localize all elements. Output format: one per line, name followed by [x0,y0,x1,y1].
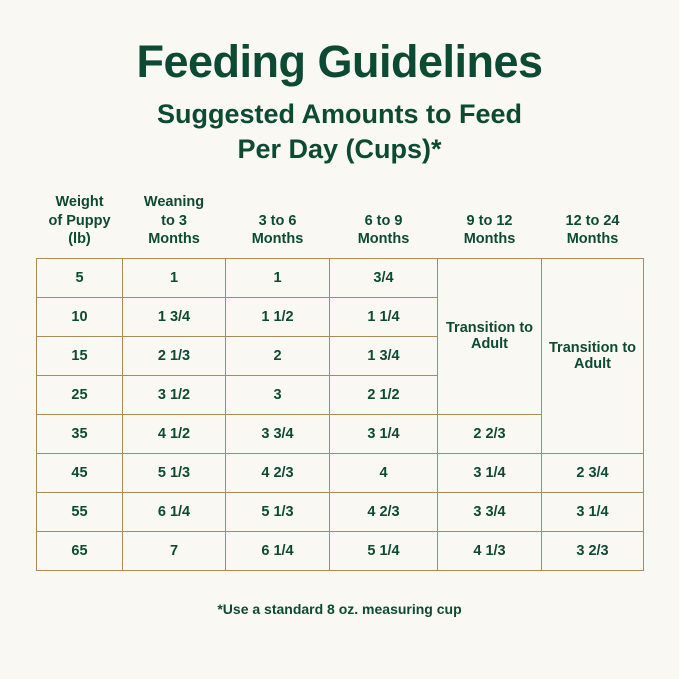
cell-6-to-9: 4 [330,453,438,492]
page-title: Feeding Guidelines [136,36,543,87]
cell-6-to-9: 2 1/2 [330,375,438,414]
column-header-9-to-12-months [438,193,542,258]
feeding-table-container [36,193,643,570]
cell-weight: 15 [37,336,123,375]
cell-weight: 5 [37,258,123,297]
cell-3-to-6: 3 3/4 [226,414,330,453]
cell-weaning-to-3: 7 [123,531,226,570]
column-header-12-24-line-2: Months [566,230,619,247]
table-row [37,453,644,492]
cell-9-to-12: 2 2/3 [438,414,542,453]
cell-9-to-12: 3 1/4 [438,453,542,492]
cell-6-to-9: 1 1/4 [330,297,438,336]
cell-12-to-24-transition: Transition to Adult [542,258,644,453]
cell-6-to-9: 3/4 [330,258,438,297]
column-header-weaning-to-3-months [123,193,226,258]
page-subtitle-line-2: Per Day (Cups)* [237,134,442,165]
cell-6-to-9: 3 1/4 [330,414,438,453]
column-header-weight-line-1: Weight [55,194,104,211]
cell-12-to-24: 3 2/3 [542,531,644,570]
cell-9-to-12: 3 3/4 [438,492,542,531]
column-header-3-to-6-months [226,193,330,258]
column-header-weaning-line-2: to 3 [161,212,187,229]
cell-weight: 65 [37,531,123,570]
cell-3-to-6: 6 1/4 [226,531,330,570]
table-row [37,531,644,570]
column-header-weight-line-2: of Puppy [48,212,111,229]
cell-weaning-to-3: 3 1/2 [123,375,226,414]
table-body [37,258,644,570]
table-header-row [37,193,644,258]
column-header-weight [37,193,123,258]
cell-weight: 10 [37,297,123,336]
cell-12-to-24: 2 3/4 [542,453,644,492]
cell-3-to-6: 3 [226,375,330,414]
cell-6-to-9: 4 2/3 [330,492,438,531]
cell-weight: 25 [37,375,123,414]
table-row [37,258,644,297]
cell-weight: 35 [37,414,123,453]
column-header-9-12-line-1: 9 to 12 [466,212,513,229]
cell-weaning-to-3: 6 1/4 [123,492,226,531]
cell-3-to-6: 4 2/3 [226,453,330,492]
column-header-6-to-9-months [330,193,438,258]
page-subtitle [157,97,522,167]
table-row [37,492,644,531]
column-header-weaning-line-3: Months [148,230,200,247]
cell-9-to-12: 4 1/3 [438,531,542,570]
column-header-weaning-line-1: Weaning [143,194,205,211]
cell-12-to-24: 3 1/4 [542,492,644,531]
cell-weight: 45 [37,453,123,492]
cell-3-to-6: 1 1/2 [226,297,330,336]
column-header-6-9-line-1: 6 to 9 [364,212,403,229]
cell-weaning-to-3: 4 1/2 [123,414,226,453]
column-header-6-9-line-2: Months [357,230,410,247]
cell-3-to-6: 2 [226,336,330,375]
cell-weaning-to-3: 1 [123,258,226,297]
cell-3-to-6: 1 [226,258,330,297]
cell-weaning-to-3: 5 1/3 [123,453,226,492]
cell-weaning-to-3: 2 1/3 [123,336,226,375]
cell-6-to-9: 1 3/4 [330,336,438,375]
cell-weight: 55 [37,492,123,531]
column-header-12-24-line-1: 12 to 24 [565,212,620,229]
column-header-3-6-line-1: 3 to 6 [258,212,297,229]
feeding-table [36,193,644,570]
column-header-9-12-line-2: Months [463,230,516,247]
cell-weaning-to-3: 1 3/4 [123,297,226,336]
cell-3-to-6: 5 1/3 [226,492,330,531]
column-header-12-to-24-months [542,193,644,258]
page-subtitle-line-1: Suggested Amounts to Feed [156,99,522,130]
cell-9-to-12-transition: Transition to Adult [438,258,542,414]
footnote: *Use a standard 8 oz. measuring cup [217,600,462,617]
column-header-weight-line-3: (lb) [68,230,91,247]
cell-6-to-9: 5 1/4 [330,531,438,570]
table-header [37,193,644,258]
column-header-3-6-line-2: Months [251,230,304,247]
